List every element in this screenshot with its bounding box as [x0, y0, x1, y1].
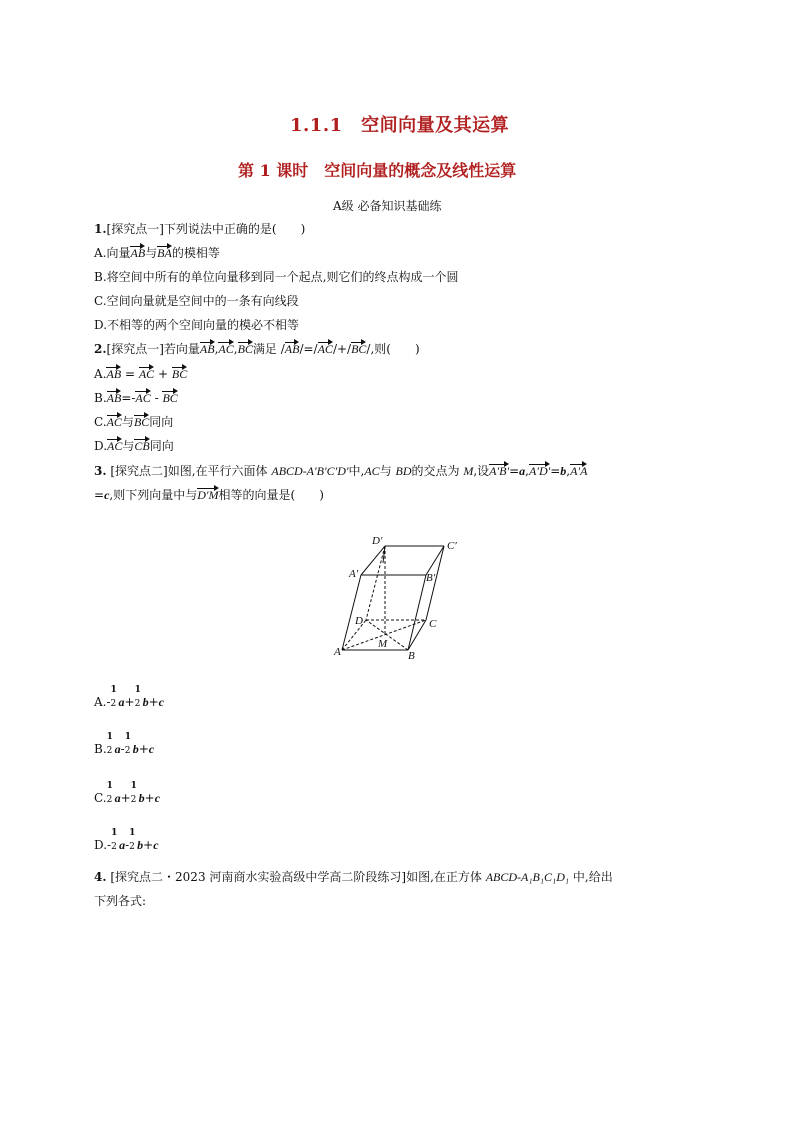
question-text: 中, [348, 464, 365, 478]
operator: + [120, 791, 131, 805]
operator: - [106, 695, 111, 709]
question-number: 2. [94, 342, 107, 356]
question-text: ,则下列向量中与 [109, 488, 198, 502]
question-text: ,设 [473, 464, 490, 478]
option-text: 的模相等 [171, 246, 220, 260]
edge-b1c1 [426, 546, 444, 575]
edge-aa1 [342, 575, 361, 650]
fraction-half: 1 2 [111, 828, 118, 852]
solid-name: ABCD-A₁B₁C₁D₁ [485, 870, 570, 884]
question-text: [探究点二・2023 河南商水实验高级中学高二阶段练习]如图,在正方体 [110, 870, 486, 884]
question-text: 的交点为 [411, 464, 464, 478]
option-label: A. [94, 367, 107, 381]
vector-ac: AC [107, 439, 123, 453]
question-4-stem-line2: 下列各式: [94, 894, 147, 908]
operator: + [143, 838, 154, 852]
vector-bc: BC [351, 342, 367, 356]
label-m: M [378, 638, 388, 650]
vector-symbol-b: b [142, 695, 149, 709]
label-c1: C′ [447, 540, 457, 552]
label-d: D [355, 615, 363, 627]
fraction-half: 1 2 [134, 685, 141, 709]
question-1-stem [94, 221, 305, 237]
operator: + [144, 791, 155, 805]
option-label: C. [94, 791, 107, 805]
section-title: 1.1.1 空间向量及其运算 [290, 115, 510, 136]
option-label: C. [94, 415, 107, 429]
lesson-title: 第 1 课时 空间向量的概念及线性运算 [238, 161, 517, 180]
operator: + [154, 367, 172, 381]
vector-symbol-c: c [148, 742, 155, 756]
question-1-option-b[interactable]: B.将空间中所有的单位向量移到同一个起点,则它们的终点构成一个圆 [94, 270, 459, 284]
question-text: /+/ [332, 342, 352, 356]
question-3-stem-line1 [94, 463, 587, 479]
question-3-option-c[interactable] [94, 781, 161, 806]
vector-ab: AB [284, 342, 300, 356]
option-text: A.向量 [94, 246, 131, 260]
question-3-option-d[interactable] [94, 828, 159, 853]
question-text: /,则( ) [366, 342, 420, 356]
label-c: C [429, 618, 437, 630]
vector-symbol-a: a [114, 742, 121, 756]
option-label: B. [94, 391, 107, 405]
question-number: 4. [94, 870, 107, 884]
question-text: 与 [379, 464, 396, 478]
vector-symbol-c: c [104, 488, 110, 502]
question-3-option-a[interactable] [94, 685, 164, 710]
vector-bc: BC [171, 367, 188, 381]
vector-a1a: A′A [570, 464, 588, 478]
option-text: 同向 [149, 439, 174, 453]
operator: =- [121, 391, 136, 405]
label-a1: A′ [349, 568, 359, 580]
fraction-half: 1 2 [124, 732, 131, 756]
fraction-half: 1 2 [106, 732, 113, 756]
option-label: A. [94, 695, 107, 709]
option-text: 与 [145, 246, 158, 260]
vector-symbol-b: b [132, 742, 139, 756]
vector-ac: AC [106, 415, 122, 429]
vector-symbol-b: b [137, 838, 144, 852]
question-2-stem: 2.[探究点一]若向量AB,AC,BC满足 /AB/=/AC/+/BC/,则( ) [94, 342, 420, 356]
question-1-option-d[interactable]: D.不相等的两个空间向量的模必不相等 [94, 318, 300, 332]
point-m: M [463, 464, 474, 478]
label-b1: B′ [426, 572, 436, 584]
vector-ab: AB [130, 246, 146, 260]
vector-ac: AC [138, 367, 155, 381]
edge-bb1 [408, 575, 426, 650]
level-heading: A级 必备知识基础练 [333, 199, 442, 213]
vector-bc: BC [237, 342, 253, 356]
option-label: D. [94, 838, 108, 852]
question-text: 相等的向量是( ) [218, 488, 324, 502]
vector-ab: AB [106, 367, 122, 381]
vector-ab: AB [199, 342, 215, 356]
question-4-stem-line1 [94, 869, 613, 885]
parallelepiped-figure [330, 530, 470, 665]
option-text: 与 [122, 439, 135, 453]
fraction-half: 1 2 [130, 781, 137, 805]
question-number: 1. [94, 222, 107, 236]
fraction-half: 1 2 [106, 781, 113, 805]
question-1-option-c[interactable]: C.空间向量就是空间中的一条有向线段 [94, 294, 299, 308]
question-text: [探究点一]若向量 [106, 342, 200, 356]
vector-symbol-a: a [119, 838, 126, 852]
solid-name: ABCD-A′B′C′D′ [271, 464, 349, 478]
operator: + [138, 742, 149, 756]
vector-symbol-a: a [118, 695, 125, 709]
option-text: 与 [121, 415, 134, 429]
operator: + [148, 695, 159, 709]
operator: = [94, 488, 105, 502]
segment-bd: BD [395, 464, 412, 478]
question-3-option-b[interactable] [94, 732, 155, 757]
question-2-option-a[interactable] [94, 366, 187, 382]
edge-bc [408, 620, 426, 650]
question-2-option-c[interactable] [94, 414, 173, 430]
operator: = [121, 367, 139, 381]
question-number: 3. [94, 464, 107, 478]
vector-symbol-c: c [153, 838, 159, 852]
label-a: A [334, 646, 341, 658]
vector-symbol-c: c [154, 791, 161, 805]
label-d1: D′ [372, 535, 383, 547]
vector-ac: AC [218, 342, 234, 356]
question-text: [探究点二]如图,在平行六面体 [110, 464, 272, 478]
segment-ac: AC [364, 464, 380, 478]
vector-symbol-c: c [158, 695, 164, 709]
question-text: [探究点一]下列说法中正确的是( ) [106, 222, 306, 236]
vector-ab: AB [106, 391, 122, 405]
vector-ba: BA [157, 246, 172, 260]
question-text: , [525, 464, 529, 478]
vector-symbol-a: a [114, 791, 121, 805]
operator: - [107, 838, 112, 852]
operator: + [124, 695, 135, 709]
operator: - [125, 838, 130, 852]
vector-bc: BC [133, 415, 150, 429]
vector-symbol-a: a [519, 464, 526, 478]
question-2-option-b[interactable] [94, 390, 178, 406]
vector-symbol-b: b [560, 464, 567, 478]
fraction-half: 1 2 [129, 828, 136, 852]
question-text: /=/ [299, 342, 318, 356]
vector-ac: AC [317, 342, 333, 356]
vector-d1m: D′M [197, 488, 219, 502]
edge-d1a1 [361, 546, 385, 575]
operator: = [509, 464, 520, 478]
vector-ac: AC [135, 391, 151, 405]
vector-a1b1: A′B′ [489, 464, 510, 478]
option-text: 同向 [149, 415, 174, 429]
vector-bc: BC [162, 391, 178, 405]
vector-symbol-b: b [138, 791, 145, 805]
question-text: 中,给出 [569, 870, 613, 884]
label-b: B [408, 650, 415, 662]
question-1-option-a[interactable] [94, 245, 220, 261]
question-3-stem-line2 [94, 487, 324, 503]
option-label: D. [94, 439, 108, 453]
operator: - [150, 391, 163, 405]
operator: - [120, 742, 125, 756]
option-label: B. [94, 742, 107, 756]
operator: = [550, 464, 561, 478]
vector-cb: CB [134, 439, 150, 453]
question-2-option-d[interactable] [94, 438, 174, 454]
vector-a1d1: A′D′ [528, 464, 551, 478]
question-text: , [566, 464, 571, 478]
fraction-half: 1 2 [110, 685, 117, 709]
question-text: 满足 / [252, 342, 285, 356]
